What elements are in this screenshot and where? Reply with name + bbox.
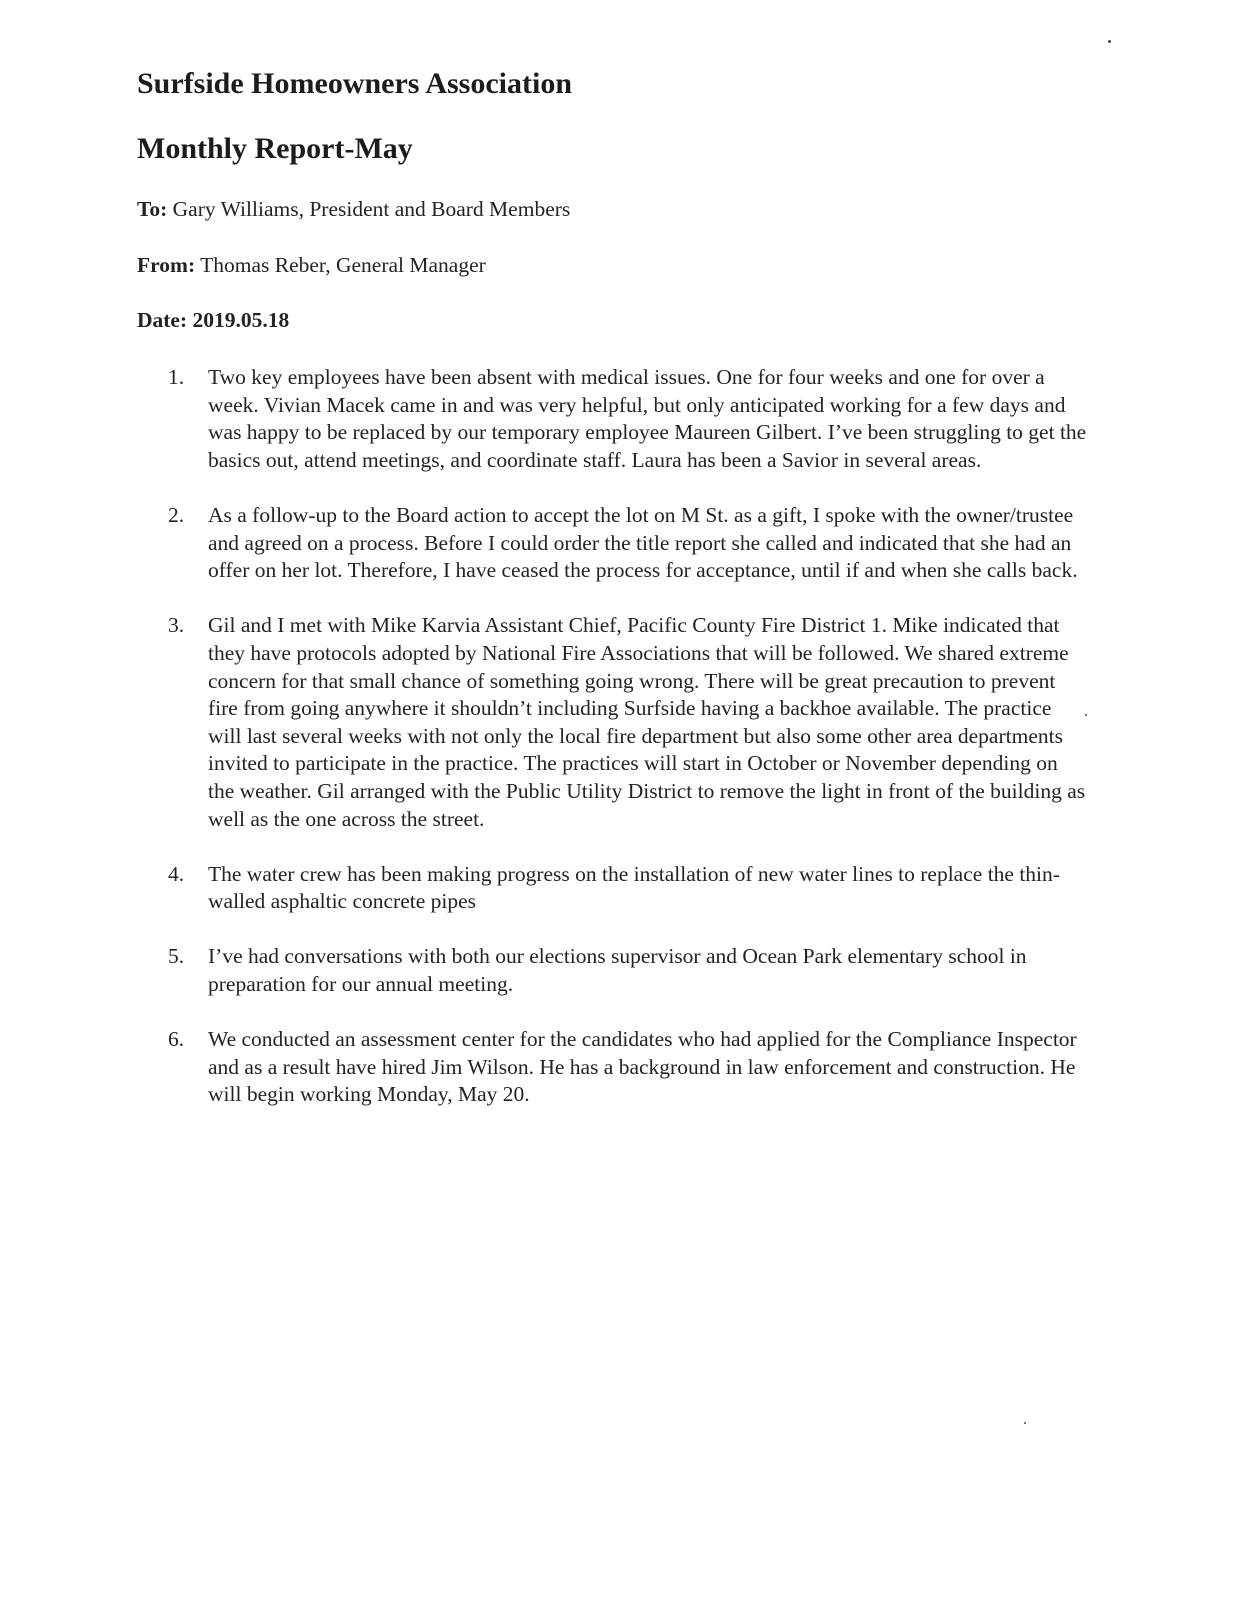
memo-from-value: Thomas Reber, General Manager (200, 253, 486, 277)
item-number: 1. (168, 365, 185, 389)
item-number: 2. (168, 502, 185, 527)
memo-from-line (137, 251, 486, 279)
scan-speck (1108, 40, 1111, 43)
item-number: 5. (168, 944, 185, 969)
list-item (168, 502, 1088, 585)
item-number: 6. (168, 1027, 185, 1052)
list-item (168, 364, 1088, 474)
memo-to-label: To: (137, 197, 168, 221)
list-item (168, 943, 1088, 998)
item-text: Gil and I met with Mike Karvia Assistant Chief, Pacific County Fire District 1. Mike indicated that they have protocols adopted by National Fire Associations that will be followed. We shared extreme concern for that small chance of something going wrong. There will be great precaution to prevent fire from going anywhere it shouldn’t including Surfside having a backhoe available. The practice will last several weeks with not only the local fire department but also some other area departments invited to participate in the practice. The practices will start in October or November depending on the weather. Gil arranged with the Public Utility District to remove the light in front of the building as well as the one across the street. (208, 613, 1086, 831)
item-text: I’ve had conversations with both our elections supervisor and Ocean Park elementary school in preparation for our annual meeting. (208, 944, 1027, 997)
organization-title: Surfside Homeowners Association (137, 67, 572, 100)
item-text: We conducted an assessment center for the candidates who had applied for the Compliance Inspector and as a result have hired Jim Wilson. He has a background in law enforcement and construction. He will begin working Monday, May 20. (208, 1027, 1077, 1107)
item-number: 3. (168, 613, 185, 638)
item-number: 4. (168, 861, 185, 886)
item-text: The water crew has been making progress on the installation of new water lines to replace the thin-walled asphaltic concrete pipes (208, 861, 1060, 914)
list-item (168, 1026, 1088, 1109)
item-text: As a follow-up to the Board action to accept the lot on M St. as a gift, I spoke with the owner/trustee and agreed on a process. Before I could order the title report she called and indicated that she had an offer on her lot. Therefore, I have ceased the process for acceptance, until if and when she calls back. (208, 502, 1078, 583)
memo-from-label: From: (137, 253, 196, 277)
memo-date-label: Date: (137, 308, 188, 332)
report-title: Monthly Report-May (137, 132, 413, 165)
memo-date-value: 2019.05.18 (192, 308, 290, 332)
scan-speck (1024, 1422, 1026, 1424)
report-item-list (168, 364, 1088, 1137)
item-text: Two key employees have been absent with medical issues. One for four weeks and one for over a week. Vivian Macek came in and was very helpful, but only anticipated working for a few days and was happy to be replaced by our temporary employee Maureen Gilbert. I’ve been struggling to get the basics out, attend meetings, and coordinate staff. Laura has been a Savior in several areas. (208, 365, 1087, 472)
list-item (168, 612, 1088, 833)
memo-date-line (137, 306, 289, 334)
list-item (168, 861, 1088, 916)
scan-speck (1085, 714, 1087, 716)
memo-to-line (137, 195, 570, 223)
memo-to-value: Gary Williams, President and Board Members (172, 197, 571, 221)
